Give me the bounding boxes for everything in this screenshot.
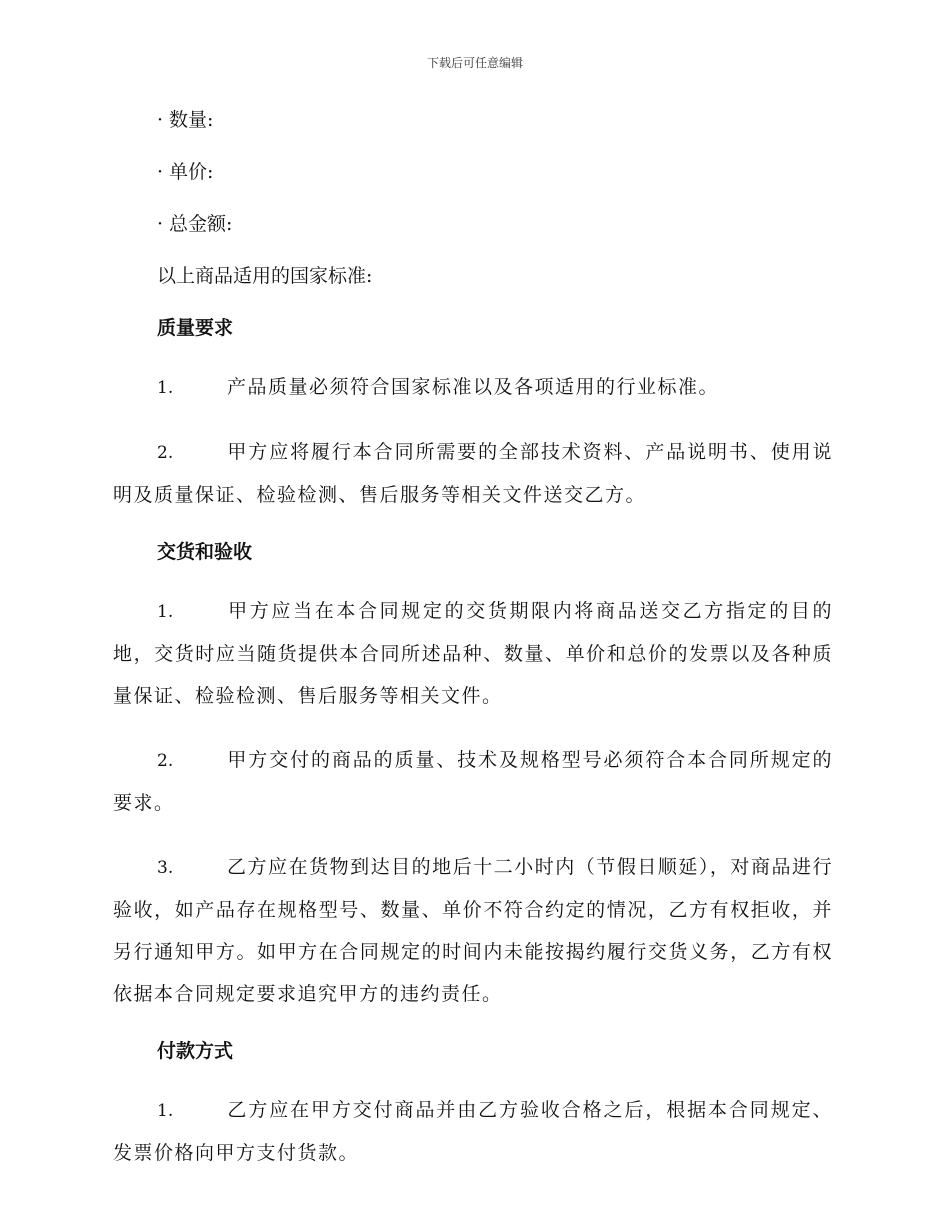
clause-text: 甲方交付的商品的质量、技术及规格型号必须符合本合同所规定的要求。 [113,749,833,814]
clause-text: 乙方应在货物到达目的地后十二小时内（节假日顺延），对商品进行验收，如产品存在规格型号、数量、单价不符合约定的情况，乙方有权拒收，并另行通知甲方。如甲方在合同规定的时间内未能按揭约履行交货义务，乙方有权依据本合同规定要求追究甲方的违约责任。 [113,856,833,1005]
bullet-dot: · [157,161,164,183]
clause-text: 产品质量必须符合国家标准以及各项适用的行业标准。 [227,376,720,398]
clause-item [113,431,833,516]
bullet-quantity [157,106,833,134]
clause-number: 2. [157,443,174,463]
clause-number: 3. [157,858,174,878]
clause-text: 甲方应将履行本合同所需要的全部技术资料、产品说明书、使用说明及质量保证、检验检测、售后服务等相关文件送交乙方。 [113,441,833,506]
clause-text: 甲方应当在本合同规定的交货期限内将商品送交乙方指定的目的地，交货时应当随货提供本合同所述品种、数量、单价和总价的发票以及各种质量保证、检验检测、售后服务等相关文件。 [113,600,833,707]
page-header: 下载后可任意编辑 [426,56,523,70]
standards-line: 以上商品适用的国家标准: [157,265,373,287]
section-heading-quality: 质量要求 [157,317,234,339]
clause-number: 1. [157,378,174,398]
clause-number: 1. [157,1101,174,1121]
bullet-label: 数量: [169,109,214,131]
bullet-label: 单价: [169,161,214,183]
clause-item [113,366,833,409]
clause-item [113,739,833,824]
clause-number: 1. [157,602,174,622]
section-heading-delivery: 交货和验收 [157,541,253,563]
document-body [113,106,833,1196]
bullet-label: 总金额: [169,213,233,235]
clause-number: 2. [157,751,174,771]
bullet-dot: · [157,213,164,235]
bullet-unit-price [157,158,833,186]
clause-text: 乙方应在甲方交付商品并由乙方验收合格之后，根据本合同规定、发票价格向甲方支付货款。 [113,1099,833,1164]
clause-item [113,1089,833,1174]
clause-item [113,590,833,717]
section-heading-payment: 付款方式 [157,1040,234,1062]
clause-item [113,846,833,1015]
bullet-total-amount [157,210,833,238]
bullet-dot: · [157,109,164,131]
